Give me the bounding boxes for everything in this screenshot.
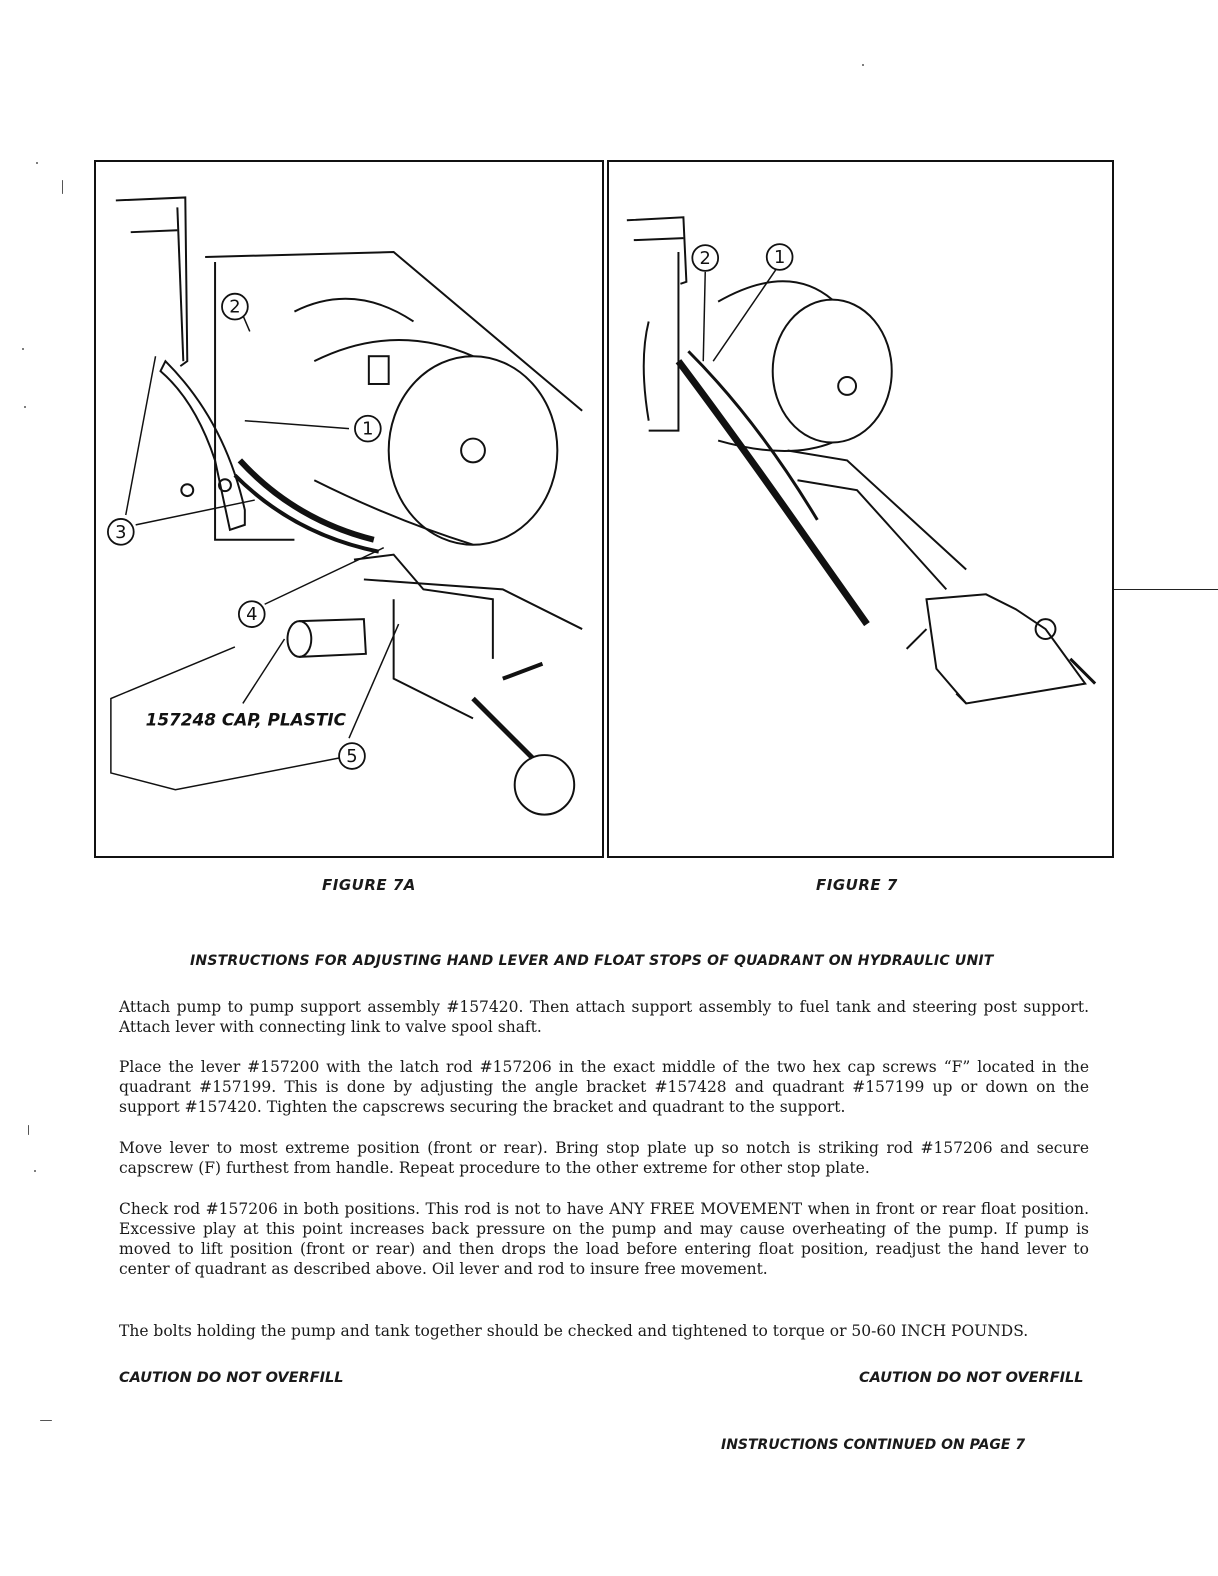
caution-left: CAUTION DO NOT OVERFILL [119, 1370, 344, 1386]
callout-2: 2 [229, 296, 241, 318]
instruction-paragraph: Check rod #157206 in both positions. This rod is not to have ANY FREE MOVEMENT when in front or rear float position. Excessive play at this point increases back pressure on the pump and may cause overheating of the pump. If pump is moved to lift position (front or rear) and then drops the load before entering float position, readjust the hand lever to center of quadrant as described above. Oil lever and rod to insure free movement. [119, 1200, 1089, 1278]
callout-5: 5 [346, 746, 358, 767]
instructions-heading: INSTRUCTIONS FOR ADJUSTING HAND LEVER AND FLOAT STOPS OF QUADRANT ON HYDRAULIC UNIT [190, 953, 994, 969]
figure-7a-caption: FIGURE 7A [322, 876, 416, 894]
scan-mark [28, 1125, 29, 1135]
scan-dot [36, 162, 38, 164]
instruction-paragraph: Attach pump to pump support assembly #157420. Then attach support assembly to fuel tank and steering post support. Attach lever with connecting link to valve spool shaft. [119, 998, 1089, 1036]
scan-dot [22, 348, 24, 350]
callout-2: 2 [699, 247, 711, 269]
scan-mark [62, 180, 63, 194]
callout-4: 4 [246, 604, 258, 626]
callout-3: 3 [115, 521, 127, 543]
scan-dot [34, 1170, 36, 1172]
figure-7-illustration [607, 160, 1114, 858]
figure-7a-drawing [96, 162, 602, 856]
figure-7a-illustration [94, 160, 604, 858]
caution-right: CAUTION DO NOT OVERFILL [859, 1370, 1084, 1386]
callout-1: 1 [773, 246, 786, 268]
part-label: 157248 CAP, PLASTIC [145, 709, 347, 730]
scan-dot [862, 64, 864, 66]
instruction-paragraph: Place the lever #157200 with the latch rod #157206 in the exact middle of the two hex cap screws “F” located in the quadrant #157199. This is done by adjusting the angle bracket #157428 and quadrant #157199 up or down on the support #157420. Tighten the capscrews securing the bracket and quadrant to the support. [119, 1058, 1089, 1116]
continued-note: INSTRUCTIONS CONTINUED ON PAGE 7 [721, 1437, 1026, 1453]
instruction-paragraph: Move lever to most extreme position (front or rear). Bring stop plate up so notch is striking rod #157206 and secure capscrew (F) furthest from handle. Repeat procedure to the other extreme for other stop plate. [119, 1139, 1089, 1177]
callout-1: 1 [362, 418, 374, 440]
figure-7-caption: FIGURE 7 [816, 876, 898, 894]
scan-dot [24, 406, 26, 408]
scan-mark [40, 1420, 52, 1421]
figure-7-drawing [609, 162, 1112, 856]
instruction-paragraph: The bolts holding the pump and tank together should be checked and tightened to torque or 50-60 INCH POUNDS. [119, 1322, 1029, 1340]
